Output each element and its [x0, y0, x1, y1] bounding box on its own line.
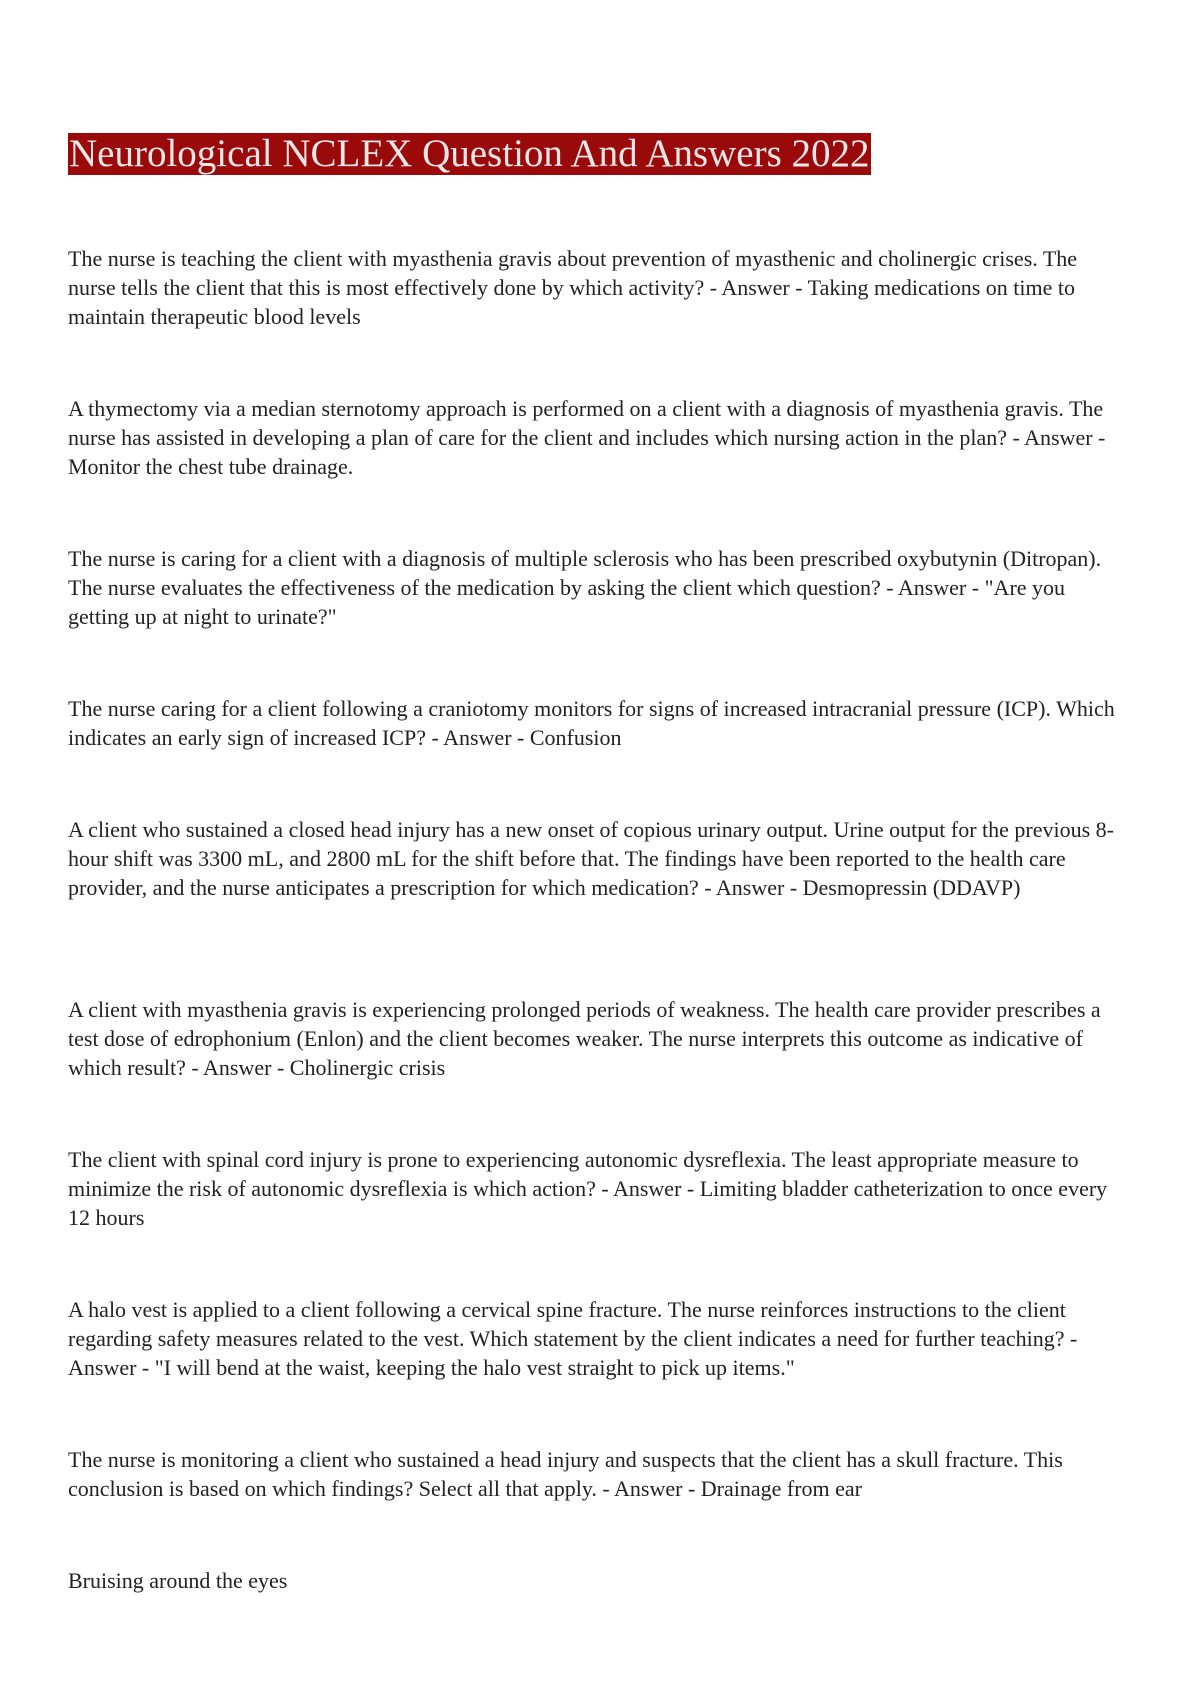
qa-item-5: A client who sustained a closed head injury has a new onset of copious urinary output. Urine output for the previous 8-hour shift was 3300 mL, and 2800 mL for the shift before that. The findings have been reported to the health care provider, and the nurse anticipates a prescription for which medication? - Answer - Desmopressin (DDAVP): [68, 817, 1114, 900]
qa-item-8: A halo vest is applied to a client following a cervical spine fracture. The nurse reinforces instructions to the client regarding safety measures related to the vest. Which statement by the client indicates a need for further teaching? - Answer - "I will bend at the waist, keeping the halo vest straight to pick up items.": [68, 1297, 1078, 1380]
qa-item-6: A client with myasthenia gravis is experiencing prolonged periods of weakness. The health care provider prescribes a test dose of edrophonium (Enlon) and the client becomes weaker. The nurse interprets this outcome as indicative of which result? - Answer - Cholinergic crisis: [68, 997, 1101, 1080]
qa-item-3: The nurse is caring for a client with a diagnosis of multiple sclerosis who has been prescribed oxybutynin (Ditropan). The nurse evaluates the effectiveness of the medication by asking the client which question? - Answer - "Are you getting up at night to urinate?": [68, 546, 1102, 629]
qa-item-4: The nurse caring for a client following a craniotomy monitors for signs of increased intracranial pressure (ICP). Which indicates an early sign of increased ICP? - Answer - Confusion: [68, 696, 1115, 750]
qa-item-10: Bruising around the eyes: [68, 1568, 288, 1593]
title-block: [68, 133, 871, 175]
qa-item-1: The nurse is teaching the client with myasthenia gravis about prevention of myasthenic and cholinergic crises. The nurse tells the client that this is most effectively done by which activity? - Answer - Taking medications on time to maintain therapeutic blood levels: [68, 246, 1078, 329]
document-title: Neurological NCLEX Question And Answers 2022: [69, 132, 870, 175]
qa-item-7: The client with spinal cord injury is prone to experiencing autonomic dysreflexia. The least appropriate measure to minimize the risk of autonomic dysreflexia is which action? - Answer - Limiting bladder catheterization to once every 12 hours: [68, 1147, 1108, 1230]
qa-item-2: A thymectomy via a median sternotomy approach is performed on a client with a diagnosis of myasthenia gravis. The nurse has assisted in developing a plan of care for the client and includes which nursing action in the plan? - Answer - Monitor the chest tube drainage.: [68, 396, 1106, 479]
qa-item-9: The nurse is monitoring a client who sustained a head injury and suspects that the client has a skull fracture. This conclusion is based on which findings? Select all that apply. - Answer - Drainage from ear: [68, 1447, 1063, 1501]
